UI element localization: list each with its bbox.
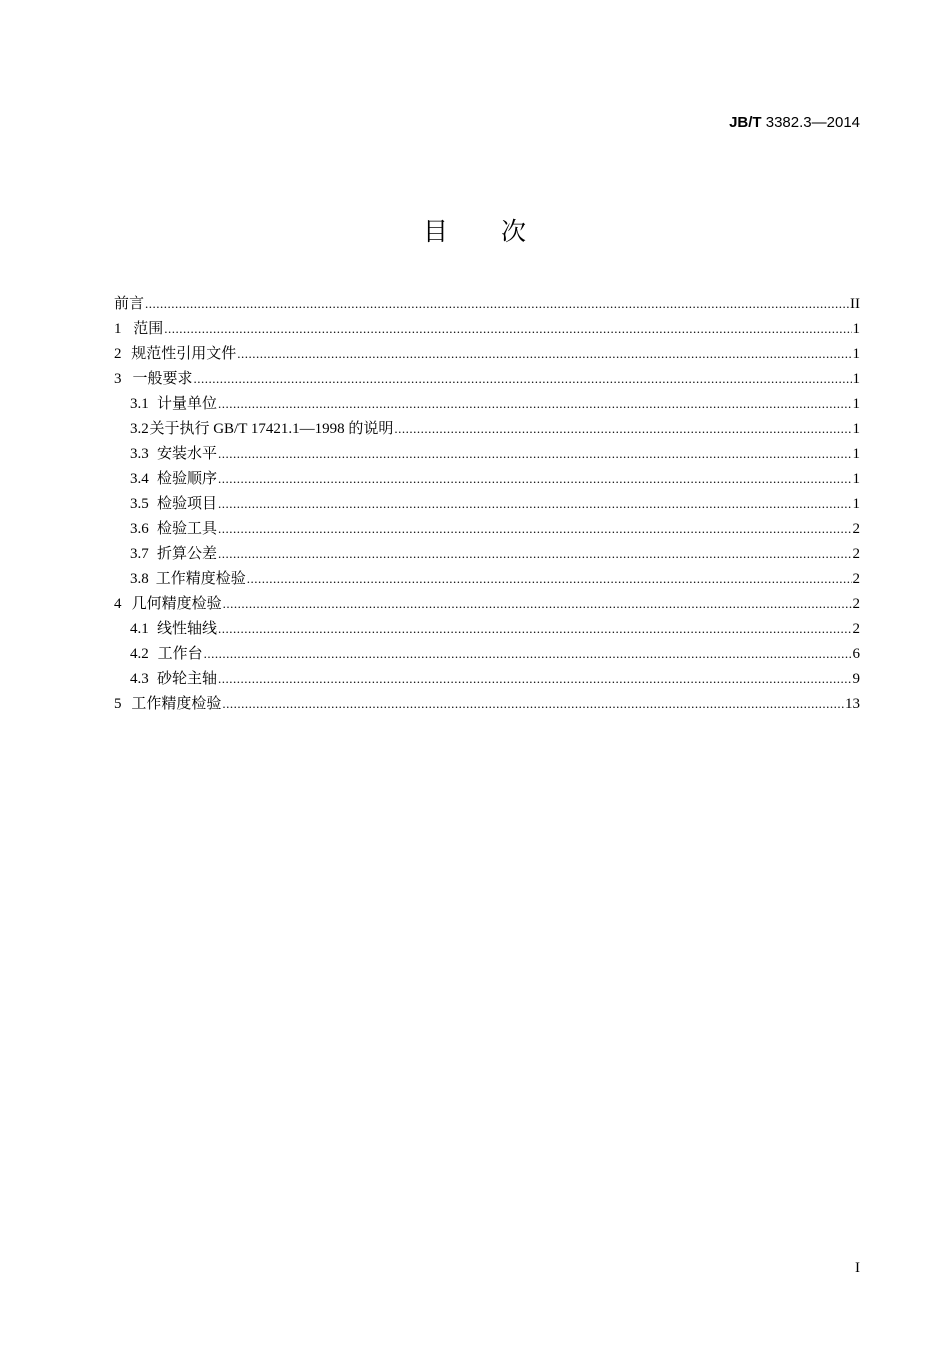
toc-entry-page: 1 (852, 421, 860, 437)
toc-entry-3-5[interactable] (114, 491, 860, 516)
toc-leader-dots (247, 566, 852, 591)
toc-entry-number: 1 (114, 321, 122, 337)
toc-entry-page: 1 (852, 496, 860, 512)
toc-entry-number: 4.3 (130, 671, 149, 687)
toc-entry-number: 4.2 (130, 646, 149, 662)
toc-entry-page: 2 (852, 596, 860, 612)
toc-entry-page: 9 (852, 671, 860, 687)
toc-entry-page: 1 (852, 446, 860, 462)
toc-leader-dots (145, 291, 849, 316)
table-of-contents (114, 291, 860, 716)
toc-entry-number: 3.4 (130, 471, 149, 487)
toc-entry-page: 1 (852, 396, 860, 412)
toc-entry-number: 5 (114, 696, 122, 712)
toc-entry-3[interactable] (114, 366, 860, 391)
toc-entry-4[interactable] (114, 591, 860, 616)
toc-entry-3-4[interactable] (114, 466, 860, 491)
page-number: I (855, 1260, 860, 1276)
toc-entry-title: 检验项目 (156, 496, 217, 512)
toc-entry-number: 4 (114, 596, 122, 612)
toc-entry-5[interactable] (114, 691, 860, 716)
toc-leader-dots (394, 416, 851, 441)
toc-entry-3-2[interactable] (114, 416, 860, 441)
toc-entry-3-6[interactable] (114, 516, 860, 541)
toc-leader-dots (218, 491, 852, 516)
toc-entry-3-8[interactable] (114, 566, 860, 591)
toc-entry-title: 折算公差 (156, 546, 217, 562)
toc-leader-dots (237, 341, 851, 366)
toc-entry-number: 4.1 (130, 621, 149, 637)
toc-entry-number: 3.6 (130, 521, 149, 537)
toc-entry-4-3[interactable] (114, 666, 860, 691)
toc-leader-dots (223, 591, 852, 616)
toc-entry-title: 前言 (114, 296, 145, 312)
page-title-char-1: 目 (422, 217, 449, 246)
toc-entry-title: 检验顺序 (156, 471, 217, 487)
toc-entry-title: 关于执行 GB/T 17421.1—1998 的说明 (149, 421, 394, 437)
standard-prefix: JB/T (729, 114, 762, 131)
toc-leader-dots (218, 466, 852, 491)
toc-entry-number: 3.8 (130, 571, 149, 587)
toc-entry-page: 2 (852, 621, 860, 637)
toc-entry-page: 2 (852, 546, 860, 562)
toc-entry-page: 2 (852, 521, 860, 537)
toc-entry-number: 3.5 (130, 496, 149, 512)
toc-entry-title: 安装水平 (156, 446, 217, 462)
standard-code (729, 114, 860, 131)
toc-leader-dots (222, 691, 844, 716)
toc-entry-title: 检验工具 (156, 521, 217, 537)
toc-entry-title: 几何精度检验 (131, 596, 222, 612)
toc-leader-dots (218, 441, 852, 466)
toc-entry-title: 范围 (133, 321, 164, 337)
toc-entry-number: 3.1 (130, 396, 149, 412)
toc-entry-2[interactable] (114, 341, 860, 366)
toc-entry-page: 1 (852, 346, 860, 362)
toc-entry-title: 线性轴线 (156, 621, 217, 637)
standard-number: 3382.3—2014 (765, 114, 860, 131)
toc-leader-dots (218, 666, 852, 691)
toc-leader-dots (218, 516, 852, 541)
toc-entry-foreword[interactable] (114, 291, 860, 316)
toc-entry-page: 1 (852, 471, 860, 487)
toc-entry-number: 3 (114, 371, 122, 387)
toc-entry-number: 3.2 (130, 421, 149, 437)
toc-entry-title: 工作精度检验 (155, 571, 246, 587)
toc-entry-title: 工作台 (157, 646, 203, 662)
toc-leader-dots (218, 616, 852, 641)
toc-entry-page: 1 (852, 371, 860, 387)
toc-entry-page: II (850, 296, 860, 312)
toc-leader-dots (193, 366, 851, 391)
toc-leader-dots (218, 391, 852, 416)
toc-leader-dots (204, 641, 852, 666)
toc-entry-number: 3.7 (130, 546, 149, 562)
toc-entry-3-3[interactable] (114, 441, 860, 466)
toc-entry-3-7[interactable] (114, 541, 860, 566)
toc-entry-title: 工作精度检验 (131, 696, 222, 712)
toc-entry-page: 1 (852, 321, 860, 337)
page-title-char-2: 次 (501, 217, 528, 246)
toc-entry-number: 2 (114, 346, 122, 362)
toc-entry-title: 规范性引用文件 (131, 346, 237, 362)
toc-entry-title: 砂轮主轴 (156, 671, 217, 687)
toc-leader-dots (218, 541, 852, 566)
toc-entry-1[interactable] (114, 316, 860, 341)
toc-entry-number: 3.3 (130, 446, 149, 462)
toc-leader-dots (164, 316, 851, 341)
toc-entry-page: 13 (845, 696, 860, 712)
toc-entry-title: 计量单位 (156, 396, 217, 412)
toc-entry-4-2[interactable] (114, 641, 860, 666)
toc-entry-title: 一般要求 (132, 371, 193, 387)
toc-entry-page: 6 (852, 646, 860, 662)
toc-entry-page: 2 (852, 571, 860, 587)
toc-entry-4-1[interactable] (114, 616, 860, 641)
toc-entry-3-1[interactable] (114, 391, 860, 416)
page-title (0, 212, 950, 248)
